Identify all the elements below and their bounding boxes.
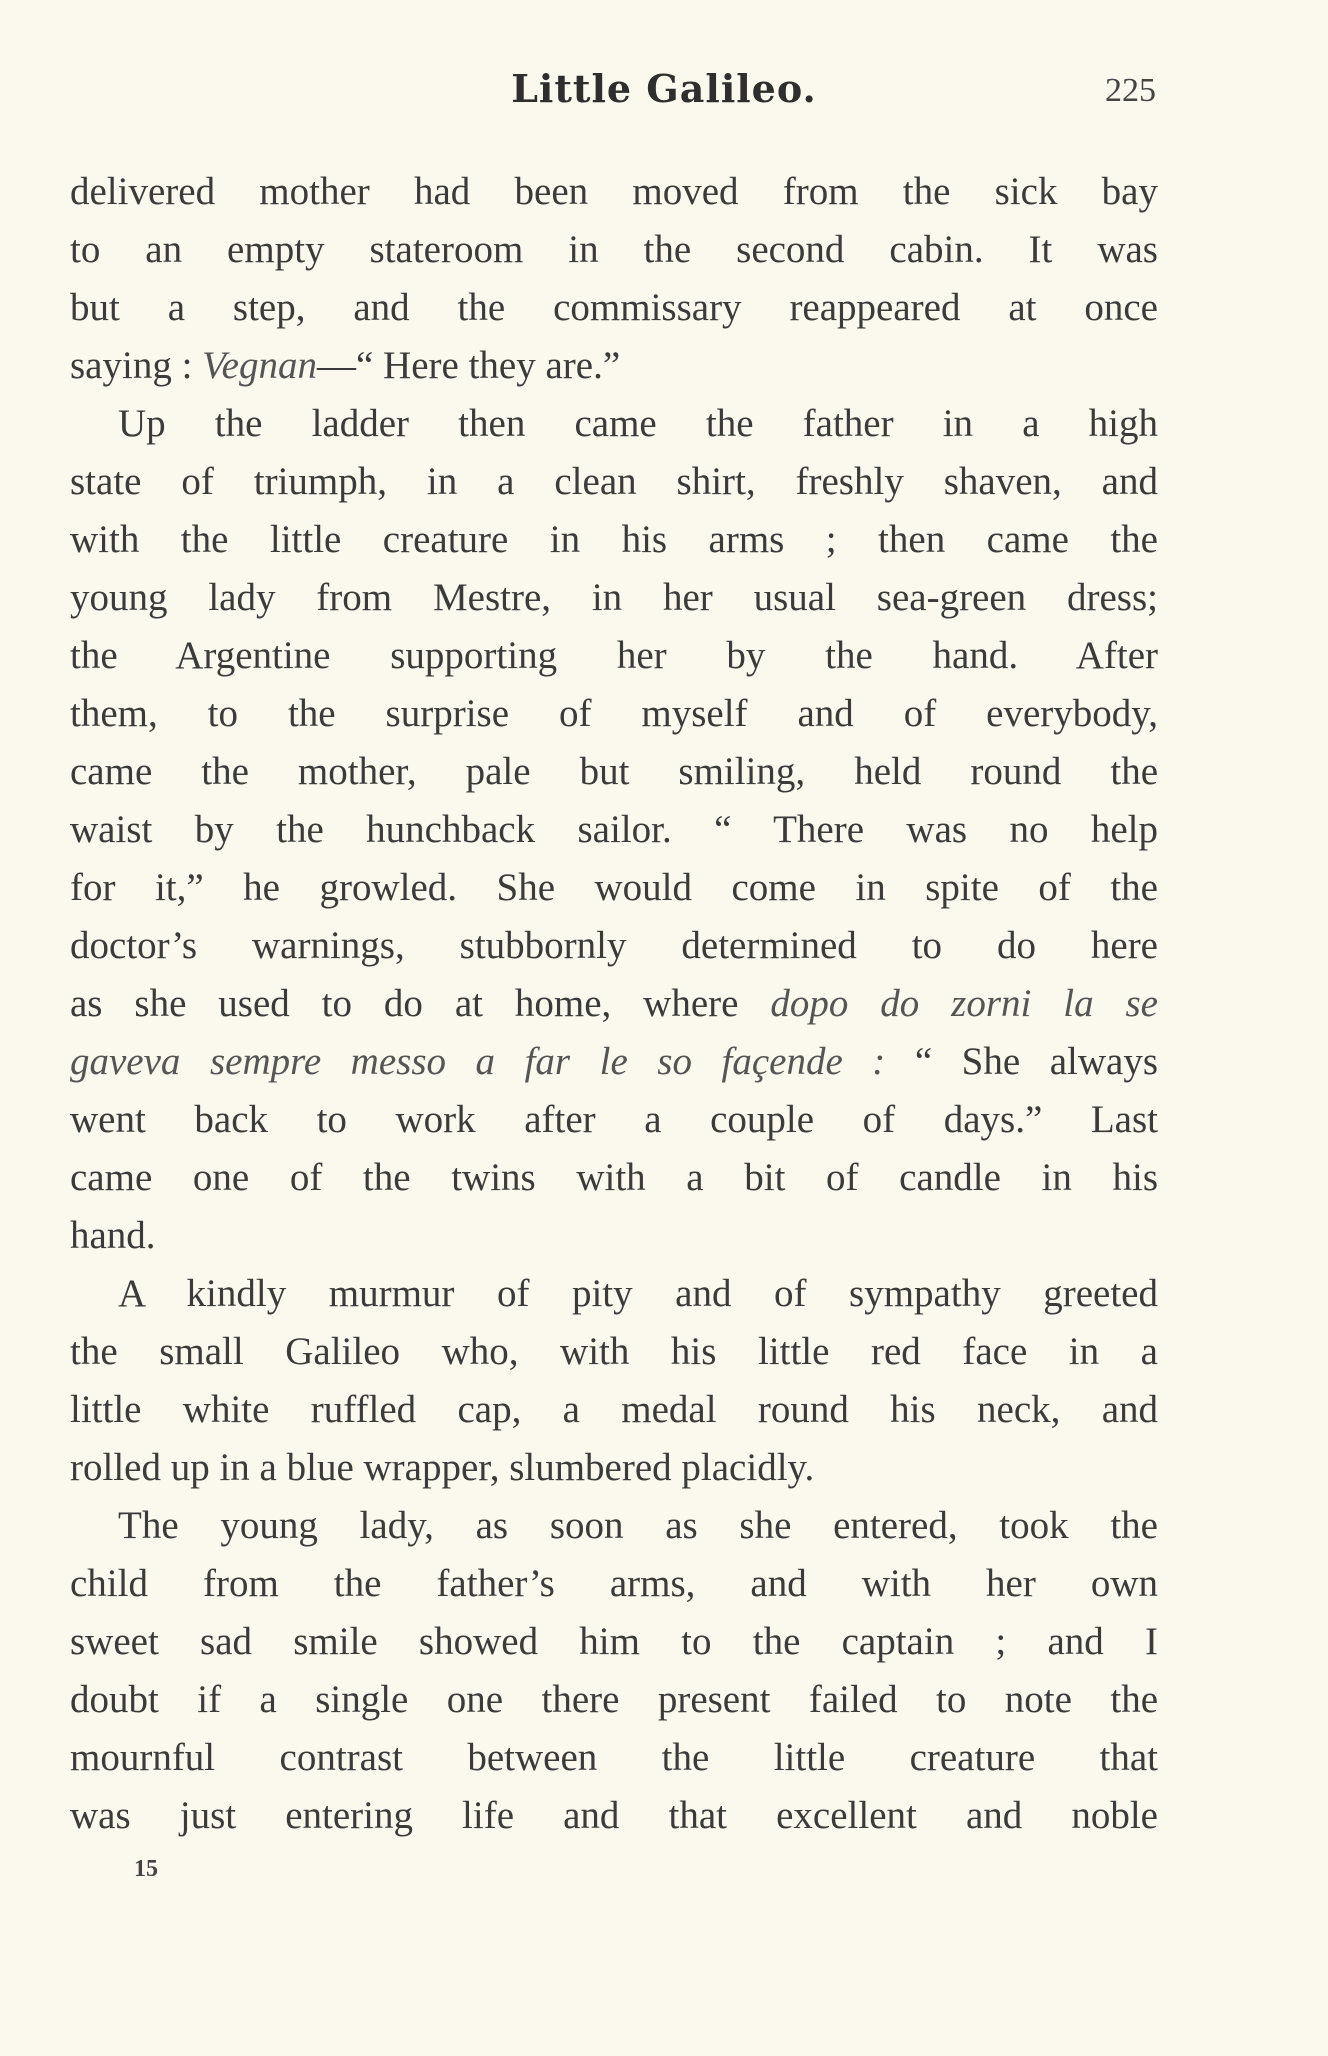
body-text (70, 163, 1158, 1845)
text-line: state of triumph, in a clean shirt, freshly shaven, and (70, 460, 1158, 503)
italic-phrase: dopo do zorni la se (770, 982, 1158, 1025)
text-line: delivered mother had been moved from the sick bay (70, 170, 1158, 213)
text-line: A kindly murmur of pity and of sympathy greeted (118, 1272, 1158, 1315)
text-line: but a step, and the commissary reappeared at once (70, 286, 1158, 329)
text-line: doubt if a single one there present failed to note the (70, 1678, 1158, 1721)
text-line: the small Galileo who, with his little red face in a (70, 1330, 1158, 1373)
text-line: young lady from Mestre, in her usual sea-green dress; (70, 576, 1158, 619)
text-line: came one of the twins with a bit of candle in his (70, 1156, 1158, 1199)
text-segment: “ She always (885, 1040, 1158, 1083)
text-line: little white ruffled cap, a medal round his neck, and (70, 1388, 1158, 1431)
text-line: waist by the hunchback sailor. “ There was no help (70, 808, 1158, 851)
text-line: sweet sad smile showed him to the captain ; and I (70, 1620, 1158, 1663)
running-head (0, 62, 1328, 122)
text-line: the Argentine supporting her by the hand. After (70, 634, 1158, 677)
text-line: was just entering life and that excellent and noble (70, 1794, 1158, 1837)
text-segment: saying : (70, 344, 203, 387)
text-line: child from the father’s arms, and with her own (70, 1562, 1158, 1605)
text-line: to an empty stateroom in the second cabin. It was (70, 228, 1158, 271)
running-title: Little Galileo. (511, 66, 817, 111)
text-line: went back to work after a couple of days.” Last (70, 1098, 1158, 1141)
signature-mark: 15 (134, 1856, 158, 1882)
text-line: them, to the surprise of myself and of everybody, (70, 692, 1158, 735)
italic-phrase: gaveva sempre messo a far le so façende : (70, 1040, 886, 1083)
page-number: 225 (1105, 72, 1156, 109)
text-segment: as she used to do at home, where (70, 982, 771, 1025)
text-line: Up the ladder then came the father in a high (118, 402, 1158, 445)
text-segment: —“ Here they are.” (316, 344, 621, 387)
text-line: for it,” he growled. She would come in spite of the (70, 866, 1158, 909)
text-line: with the little creature in his arms ; then came the (70, 518, 1158, 561)
text-line: The young lady, as soon as she entered, took the (118, 1504, 1158, 1547)
text-line: rolled up in a blue wrapper, slumbered placidly. (70, 1446, 815, 1489)
text-line: came the mother, pale but smiling, held round the (70, 750, 1158, 793)
text-line: mournful contrast between the little creature that (70, 1736, 1158, 1779)
text-line (70, 337, 1158, 395)
text-line (70, 975, 1158, 1033)
text-line: hand. (70, 1214, 156, 1257)
text-line: doctor’s warnings, stubbornly determined to do here (70, 924, 1158, 967)
text-line (70, 1033, 1158, 1091)
italic-phrase: Vegnan (202, 344, 317, 387)
